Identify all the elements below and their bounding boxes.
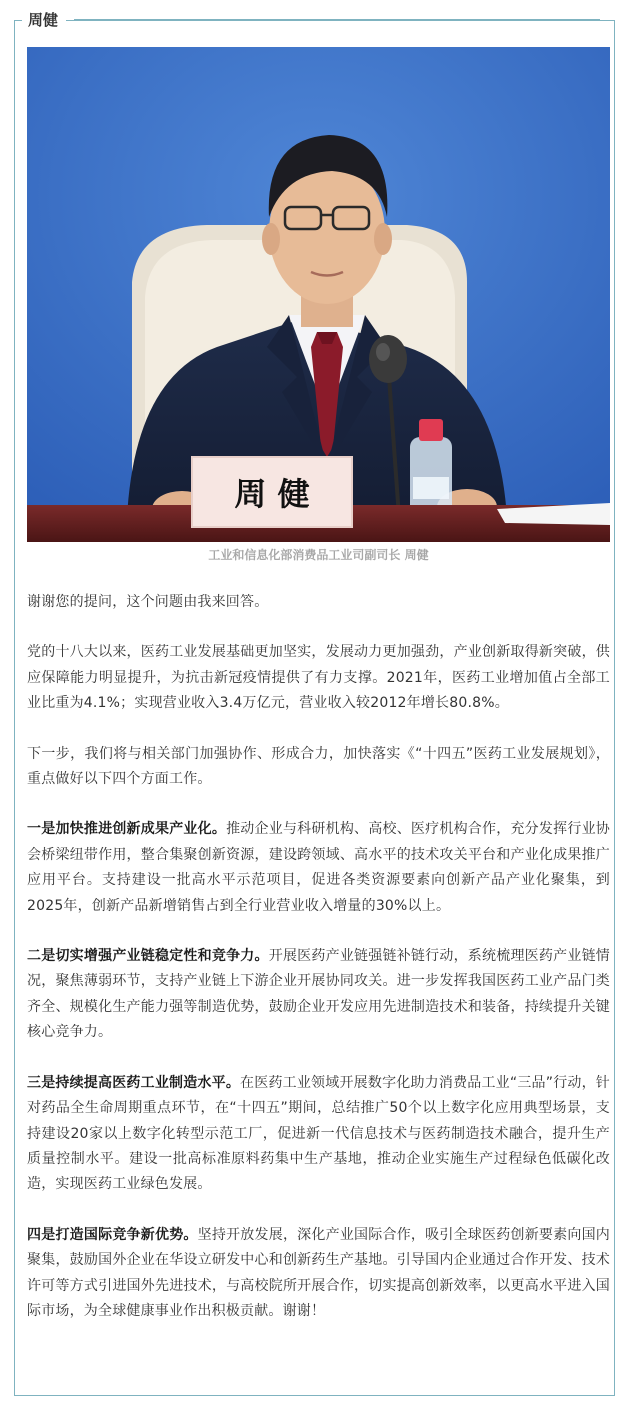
point-three-text: 在医药工业领域开展数字化助力消费品工业“三品”行动，针对药品全生命周期重点环节，在“十四五”期间，总结推广50个以上数字化应用典型场景，支持建设20家以上数字化转型示范工厂，促进新一代信息技术与医药制造技术融合，提升生产质量控制水平。建设一批高标准原料药集中生产基地，推动企业实施生产过程绿色低碳化改造，实现医药工业绿色发展。 [27, 1074, 611, 1193]
paragraph-point-four [27, 1223, 610, 1325]
photo-caption: 工业和信息化部消费品工业司副司长 周健 [208, 548, 429, 562]
speaker-photo [27, 47, 610, 542]
article-body [27, 590, 610, 1324]
point-one-heading: 一是加快推进创新成果产业化。 [27, 821, 227, 838]
point-two-text: 开展医药产业链强链补链行动，系统梳理医药产业链情况，聚焦薄弱环节，支持产业链上下游企业开展协同攻关。进一步发挥我国医药工业产品门类齐全、规模化生产能力强等制造优势，鼓励企业开发应用先进制造技术和装备，持续提升关键核心竞争力。 [27, 948, 610, 1041]
header-rule [74, 19, 600, 21]
speaker-name-heading: 周健 [22, 8, 66, 32]
paragraph-point-three [27, 1071, 610, 1198]
paragraph-point-two [27, 944, 610, 1046]
point-four-heading: 四是打造国际竞争新优势。 [27, 1226, 198, 1243]
paragraph-point-one [27, 817, 610, 919]
point-three-heading: 三是持续提高医药工业制造水平。 [27, 1074, 241, 1091]
point-one-text: 推动企业与科研机构、高校、医疗机构合作，充分发挥行业协会桥梁纽带作用，整合集聚创新资源，建设跨领域、高水平的技术攻关平台和产业化成果推广应用平台。支持建设一批高水平示范项目，促进各类资源要素向创新产品产业化聚集，到2025年，创新产品新增销售占到全行业营业收入增量的30%以上。 [27, 821, 610, 914]
paragraph-achievements: 党的十八大以来，医药工业发展基础更加坚实，发展动力更加强劲，产业创新取得新突破，供应保障能力明显提升，为抗击新冠疫情提供了有力支撑。2021年，医药工业增加值占全部工业比重为4.1%；实现营业收入3.4万亿元，营业收入较2012年增长80.8%。 [27, 644, 610, 712]
nameplate-text: 周 健 [234, 475, 310, 513]
point-four-text: 坚持开放发展，深化产业国际合作，吸引全球医药创新要素向国内聚集，鼓励国外企业在华设立研发中心和创新药生产基地。引导国内企业通过合作开发、技术许可等方式引进国外先进技术，与高校院所开展合作，切实提高创新效率，以更高水平进入国际市场，为全球健康事业作出积极贡献。谢谢！ [27, 1226, 610, 1319]
paragraph-next-steps: 下一步，我们将与相关部门加强协作、形成合力，加快落实《“十四五”医药工业发展规划》，重点做好以下四个方面工作。 [27, 745, 610, 788]
paragraph-intro: 谢谢您的提问，这个问题由我来回答。 [27, 594, 269, 610]
point-two-heading: 二是切实增强产业链稳定性和竞争力。 [27, 948, 269, 965]
